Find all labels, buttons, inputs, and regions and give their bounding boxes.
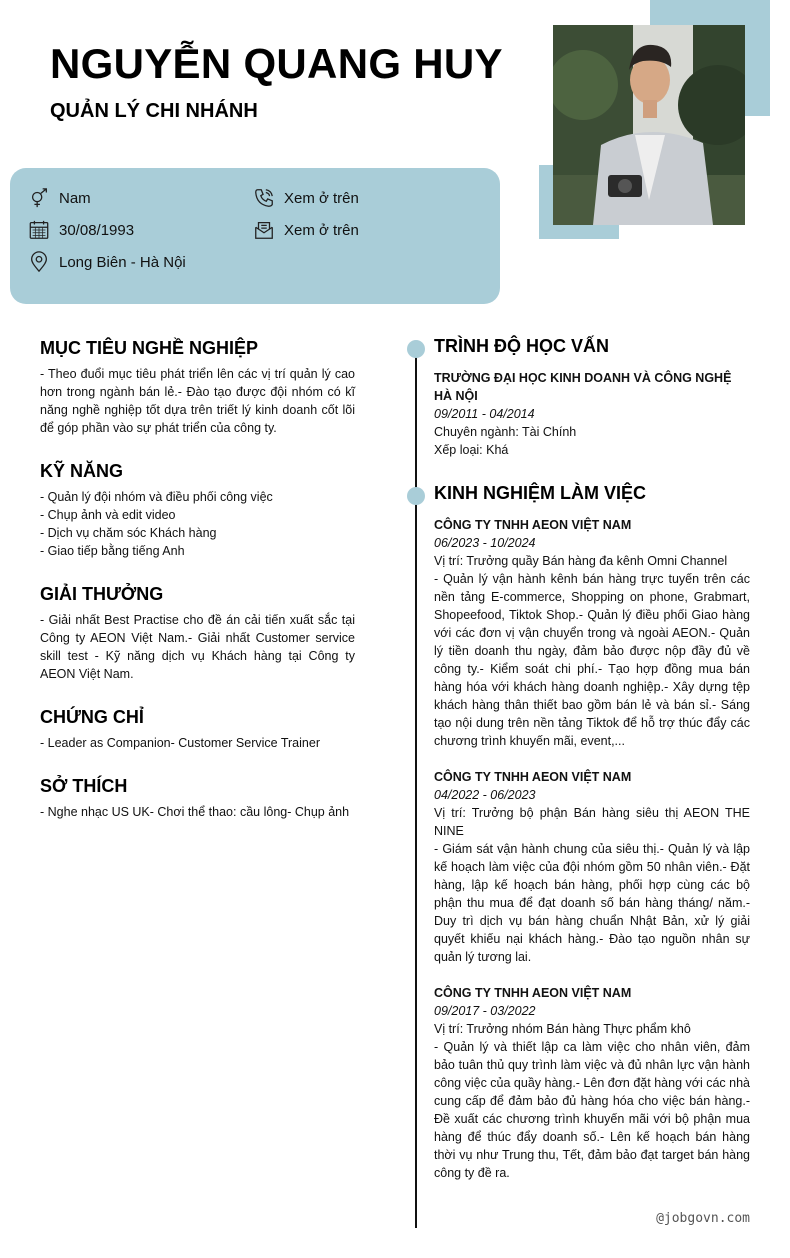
objective-text: - Theo đuổi mục tiêu phát triển lên các vị trí quản lý cao hơn trong ngành bán lẻ.- Đào tạo được đội nhóm có kĩ năng nghề nghiệp tốt dựa trên triết lý kinh doanh cốt lõi để góp phần vào sự phát triển của công ty. [40,367,355,435]
hobbies-text: - Nghe nhạc US UK- Chơi thể thao: cầu lông- Chụp ảnh [40,805,350,819]
job-role: Vị trí: Trưởng nhóm Bán hàng Thực phẩm khô [434,1022,691,1036]
awards-title: GIẢI THƯỞNG [40,584,164,604]
address-text: Long Biên - Hà Nội [59,253,186,271]
address-item [28,251,186,273]
profile-photo-image [553,25,745,225]
contact-info-box [10,168,500,304]
education-major: Chuyên ngành: Tài Chính [434,425,577,439]
profile-photo [553,25,745,225]
location-pin-icon [28,251,50,273]
timeline-dot-experience [407,487,425,505]
education-grade: Xếp loại: Khá [434,443,509,457]
calendar-icon [28,219,50,241]
job-period: 06/2023 - 10/2024 [434,536,536,550]
email-text: Xem ở trên [284,221,359,239]
candidate-name: NGUYỄN QUANG HUY [50,40,503,87]
skills-list [40,488,355,560]
phone-text: Xem ở trên [284,189,359,207]
job-company: CÔNG TY TNHH AEON VIỆT NAM [434,518,632,532]
certificates-text: - Leader as Companion- Customer Service Trainer [40,736,320,750]
education-period: 09/2011 - 04/2014 [434,407,535,421]
gender-icon [28,187,50,209]
email-item [253,219,359,241]
right-column [434,336,750,1200]
education-entry [434,369,750,459]
job-period: 09/2017 - 03/2022 [434,1004,536,1018]
certificates-title: CHỨNG CHỈ [40,707,144,727]
timeline-dot-education [407,340,425,358]
school-name: TRƯỜNG ĐẠI HỌC KINH DOANH VÀ CÔNG NGHỆ HÀ NỘI [434,371,732,403]
objective-section [40,338,355,437]
candidate-position: QUẢN LÝ CHI NHÁNH [50,100,258,122]
phone-item [253,187,359,209]
job-description: - Giám sát vận hành chung của siêu thị.- Quản lý và lập kế hoạch làm việc của đội nhóm gồm 50 nhân viên.- Đặt hàng, lập kế hoạch bán hàng, phối hợp cùng các bộ phận thu mua để đạt doanh số bán hàng tháng/ năm.- Duy trì dịch vụ bán hàng chuẩn Nhật Bản, xử lý giải quyết khiếu nại khách hàng.- Đào tạo nguồn nhân sự quản lý tương lai. [434,842,750,964]
job-role: Vị trí: Trưởng quầy Bán hàng đa kênh Omni Channel [434,554,728,568]
job-description: - Quản lý và thiết lập ca làm việc cho nhân viên, đảm bảo tuân thủ quy trình làm việc và đủ nhân lực vận hành công việc của quầy hàng.- Lên đơn đặt hàng với các nhà cung cấp để đảm bảo đủ hàng hóa cho việc bán hàng.- Đề xuất các chương trình khuyến mãi với bộ phận mua hàng để thúc đẩy doanh số.- Lên kế hoạch bán hàng thời vụ như Trung thu, Tết, đảm bảo đạt target bán hàng công ty đề ra. [434,1040,750,1180]
skill-item: - Quản lý đội nhóm và điều phối công việc [40,490,273,504]
timeline-divider [415,348,417,1228]
hobbies-title: SỞ THÍCH [40,776,128,796]
skills-section [40,461,355,560]
hobbies-section [40,776,355,821]
certificates-section [40,707,355,752]
site-watermark: @jobgovn.com [656,1211,750,1226]
job-description: - Quản lý vận hành kênh bán hàng trực tuyến trên các nền tảng E-commerce, Shopping on phone, Grabmart, Shopeefood, Tiktok Shop.- Quản lý điều phối Giao hàng với các đơn vị vận chuyển trong và ngoài AEON.- Quản lý tiền doanh thu ngày, đảm bảo được nộp đầy đủ về công ty.- Kiểm soát chi phí.- Tạo hợp đồng mua bán hàng hóa với khách hàng doanh nghiệp.- Xây dựng tệp khách hàng thân thiết bao gồm bán lẻ và bán sỉ.- Sáng tạo nội dung trên nền tảng Tiktok để hỗ trợ thúc đẩy các chương trình khuyến mãi, event,... [434,572,750,748]
birthday-text: 30/08/1993 [59,221,135,239]
awards-section [40,584,355,683]
job-entry [434,768,750,966]
experience-title: KINH NGHIỆM LÀM VIỆC [434,483,647,503]
skill-item: - Dịch vụ chăm sóc Khách hàng [40,526,217,540]
objective-title: MỤC TIÊU NGHỀ NGHIỆP [40,338,259,358]
skills-title: KỸ NĂNG [40,461,124,481]
job-company: CÔNG TY TNHH AEON VIỆT NAM [434,770,632,784]
gender-text: Nam [59,189,91,207]
job-entry [434,984,750,1182]
skill-item: - Giao tiếp bằng tiếng Anh [40,544,185,558]
profile-photo-area [539,0,774,240]
education-title: TRÌNH ĐỘ HỌC VẤN [434,336,609,356]
left-column [40,338,355,845]
job-entry [434,516,750,750]
phone-icon [253,187,275,209]
job-role: Vị trí: Trưởng bộ phận Bán hàng siêu thị AEON THE NINE [434,806,750,838]
mail-icon [253,219,275,241]
job-period: 04/2022 - 06/2023 [434,788,536,802]
job-company: CÔNG TY TNHH AEON VIỆT NAM [434,986,632,1000]
gender-item [28,187,91,209]
birthday-item [28,219,134,241]
skill-item: - Chụp ảnh và edit video [40,508,176,522]
awards-text: - Giải nhất Best Practise cho đề án cải tiến xuất sắc tại Công ty AEON Việt Nam.- Giải nhất Customer service skill test - Kỹ năng dịch vụ Khách hàng tại Công ty AEON Việt Nam. [40,613,355,681]
